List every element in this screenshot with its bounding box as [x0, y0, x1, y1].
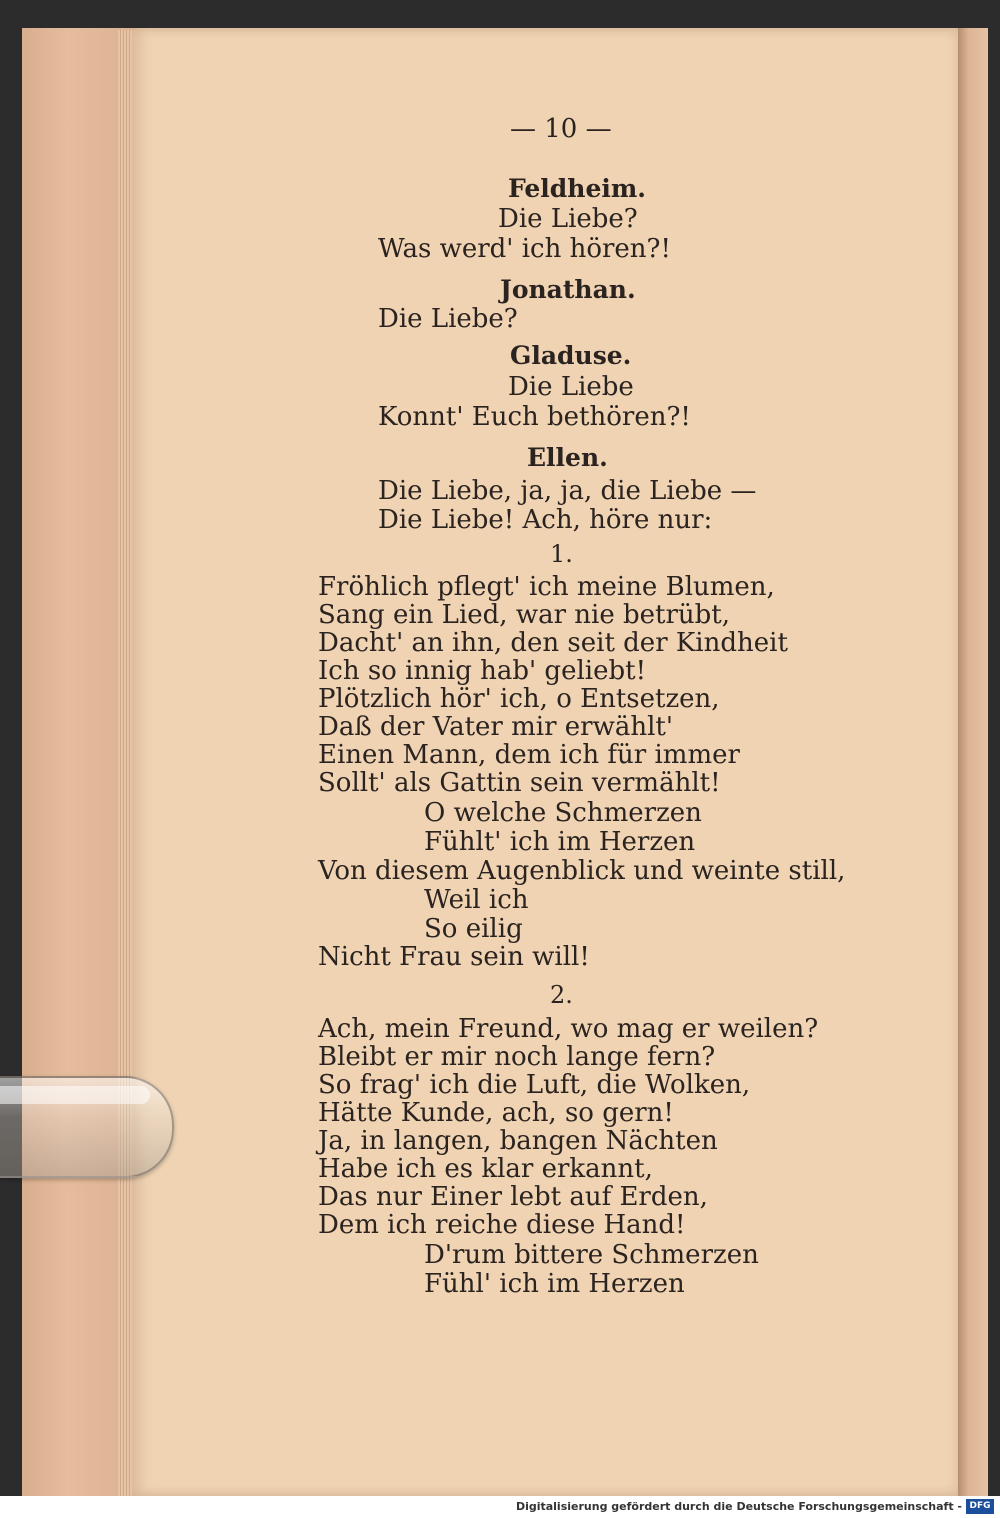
verse-1-number: 1. — [550, 540, 573, 568]
ellen-line-2: Die Liebe! Ach, höre nur: — [378, 505, 713, 535]
gladuse-line-1: Die Liebe — [508, 372, 634, 402]
footer-credit: Digitalisierung gefördert durch die Deutsche Forschungsgemeinschaft - — [515, 1500, 962, 1513]
verse-line: Dem ich reiche diese Hand! — [318, 1210, 686, 1240]
feldheim-line-1: Die Liebe? — [498, 204, 638, 234]
verse-2-number: 2. — [550, 981, 573, 1009]
digitization-footer — [0, 1496, 1000, 1518]
verse-line: Ja, in langen, bangen Nächten — [318, 1126, 718, 1156]
glass-reflection — [0, 1086, 150, 1104]
verse-line: Daß der Vater mir erwählt' — [318, 712, 674, 742]
jonathan-line-1: Die Liebe? — [378, 304, 518, 334]
verse-line: Nicht Frau sein will! — [318, 942, 590, 972]
speaker-jonathan: Jonathan. — [500, 275, 636, 304]
verse-line: So eilig — [424, 914, 523, 944]
book-cover-right — [958, 28, 988, 1496]
verse-line: Von diesem Augenblick und weinte still, — [318, 856, 846, 886]
verse-line: Das nur Einer lebt auf Erden, — [318, 1182, 708, 1212]
gladuse-line-2: Konnt' Euch bethören?! — [378, 402, 691, 432]
verse-line: Weil ich — [424, 885, 529, 915]
ellen-line-1: Die Liebe, ja, ja, die Liebe — — [378, 476, 757, 506]
verse-line: Fröhlich pflegt' ich meine Blumen, — [318, 572, 775, 602]
verse-line: Plötzlich hör' ich, o Entsetzen, — [318, 684, 720, 714]
verse-line: D'rum bittere Schmerzen — [424, 1240, 759, 1270]
verse-line: Fühlt' ich im Herzen — [424, 827, 696, 857]
verse-line: Ich so innig hab' geliebt! — [318, 656, 647, 686]
verse-line: Einen Mann, dem ich für immer — [318, 740, 740, 770]
verse-line: Bleibt er mir noch lange fern? — [318, 1042, 716, 1072]
verse-line: O welche Schmerzen — [424, 798, 702, 828]
speaker-gladuse: Gladuse. — [510, 341, 632, 370]
verse-line: Dacht' an ihn, den seit der Kindheit — [318, 628, 788, 658]
verse-line: Fühl' ich im Herzen — [424, 1269, 685, 1299]
dfg-logo-icon: DFG — [966, 1499, 994, 1514]
speaker-ellen: Ellen. — [527, 443, 608, 472]
verse-line: Hätte Kunde, ach, so gern! — [318, 1098, 674, 1128]
page-number: — 10 — — [510, 114, 612, 144]
verse-line: Habe ich es klar erkannt, — [318, 1154, 653, 1184]
verse-line: Ach, mein Freund, wo mag er weilen? — [318, 1014, 819, 1044]
feldheim-line-2: Was werd' ich hören?! — [378, 234, 671, 264]
verse-line: Sang ein Lied, war nie betrübt, — [318, 600, 730, 630]
verse-line: So frag' ich die Luft, die Wolken, — [318, 1070, 751, 1100]
verse-line: Sollt' als Gattin sein vermählt! — [318, 768, 721, 798]
speaker-feldheim: Feldheim. — [508, 174, 647, 203]
